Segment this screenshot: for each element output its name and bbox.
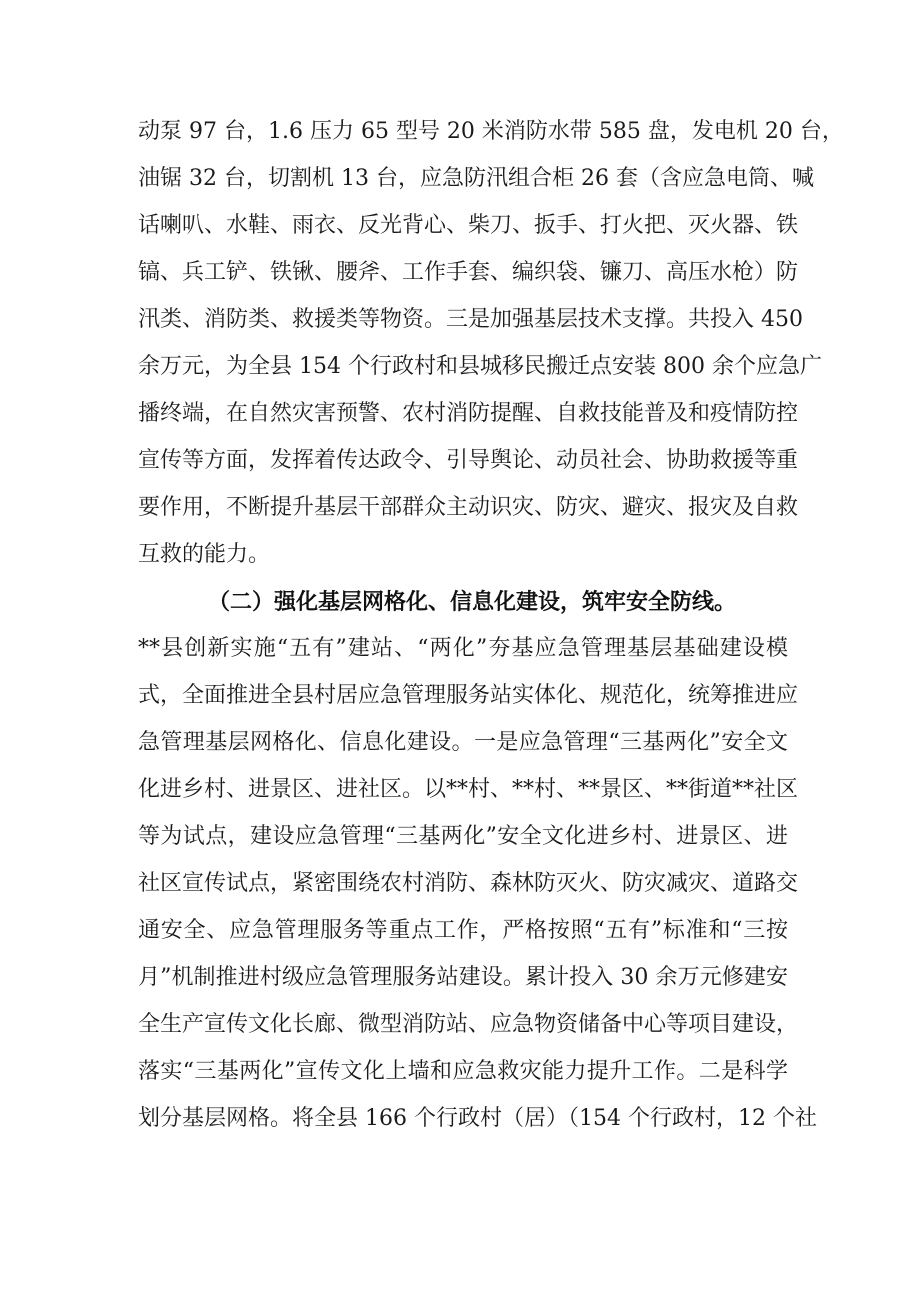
paragraph-line: 通安全、应急管理服务等重点工作，严格按照“五有”标准和“三按 (138, 918, 788, 943)
paragraph-line: 油锯 32 台，切割机 13 台，应急防汛组合柜 26 套（含应急电筒、喊 (138, 166, 814, 191)
paragraph-line: 急管理基层网格化、信息化建设。一是应急管理“三基两化”安全文 (138, 730, 788, 755)
paragraph-line: 镐、兵工铲、铁锹、腰斧、工作手套、编织袋、镰刀、高压水枪）防 (138, 260, 799, 285)
paragraph-line: 式，全面推进全县村居应急管理服务站实体化、规范化，统筹推进应 (138, 683, 799, 708)
paragraph-line: 社区宣传试点，紧密围绕农村消防、森林防灭火、防灾减灾、道路交 (138, 871, 799, 896)
paragraph-line: 要作用，不断提升基层干部群众主动识灾、防灾、避灾、报灾及自救 (138, 495, 799, 520)
paragraph-line: **县创新实施“五有”建站、“两化”夯基应急管理基层基础建设模 (138, 636, 788, 661)
paragraph-line: 全生产宣传文化长廊、微型消防站、应急物资储备中心等项目建设， (138, 1012, 799, 1037)
paragraph-line: 余万元，为全县 154 个行政村和县城移民搬迁点安装 800 余个应急广 (138, 354, 822, 379)
section-heading: （二）强化基层网格化、信息化建设，筑牢安全防线。 (208, 590, 737, 615)
paragraph-line: 互救的能力。 (138, 542, 271, 567)
paragraph-line: 月”机制推进村级应急管理服务站建设。累计投入 30 余万元修建安 (138, 965, 788, 990)
paragraph-line: 汛类、消防类、救援类等物资。三是加强基层技术支撑。共投入 450 (138, 307, 803, 332)
paragraph-line: 化进乡村、进景区、进社区。以**村、**村、**景区、**街道**社区 (138, 777, 799, 802)
paragraph-line: 动泵 97 台，1.6 压力 65 型号 20 米消防水带 585 盘，发电机 20 台， (138, 119, 844, 144)
paragraph-line: 话喇叭、水鞋、雨衣、反光背心、柴刀、扳手、打火把、灭火器、铁 (138, 213, 799, 238)
paragraph-line: 宣传等方面，发挥着传达政令、引导舆论、动员社会、协助救援等重 (138, 448, 799, 473)
paragraph-line: 等为试点，建设应急管理“三基两化”安全文化进乡村、进景区、进 (138, 824, 788, 849)
paragraph-line: 划分基层网格。将全县 166 个行政村（居）（154 个行政村，12 个社 (138, 1106, 817, 1131)
paragraph-line: 播终端，在自然灾害预警、农村消防提醒、自救技能普及和疫情防控 (138, 401, 799, 426)
paragraph-line: 落实“三基两化”宣传文化上墙和应急救灾能力提升工作。二是科学 (138, 1059, 788, 1084)
